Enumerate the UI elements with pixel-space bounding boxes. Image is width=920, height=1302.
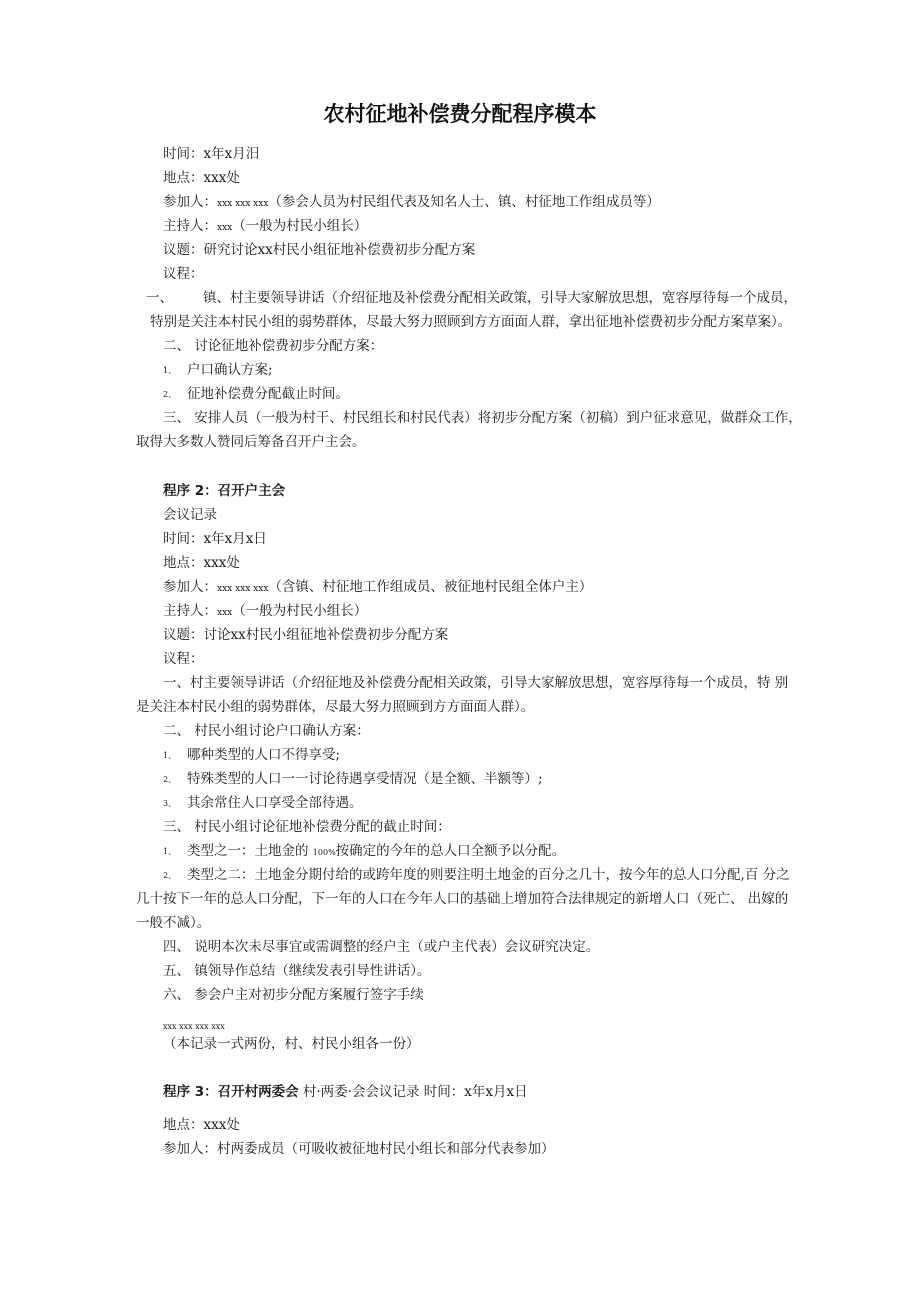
section-3-heading-bold: 程序 3：召开村两委会: [163, 1084, 299, 1100]
host-note: （一般为村民小组长）: [232, 218, 368, 234]
meeting-attendees: [163, 193, 660, 213]
host-name: xxx: [217, 608, 233, 618]
agenda-item-1-line2: 特别是关注本村民小组的弱势群体，尽最大努力照顾到方方面面人群，拿出征地补偿费初步分配方案草案）。: [150, 314, 792, 330]
agenda-item-2-2-number: 2、: [163, 390, 177, 399]
meeting-time: 时间：x年x月汨: [163, 146, 260, 162]
meeting-topic: 议题：研究讨论xx村民小组征地补偿费初步分配方案: [163, 242, 476, 258]
agenda-item-2-1-number: 1、: [163, 366, 177, 375]
meeting-attendees: [163, 578, 592, 598]
meeting-time: 时间：x年x月x日: [163, 531, 267, 547]
agenda-item-3-2-line2: 几十按下一年的总人口分配，下一年的人口在今年人口的基础上增加符合法律规定的新增人口（死亡、 出嫁的: [136, 891, 789, 907]
agenda-item-1-number: 一、: [146, 290, 173, 306]
item-3-1-percent: 100%: [312, 848, 336, 857]
signature-names: xxx xxx xxx xxx: [163, 1022, 225, 1031]
host-label: 主持人：: [163, 603, 217, 619]
agenda-item-2: 二、 村民小组讨论户口确认方案：: [163, 723, 370, 739]
agenda-item-5: 五、 镇领导作总结（继续发表引导性讲话）。: [163, 963, 431, 979]
item-3-1-text-a: 类型之一：土地金的: [187, 843, 309, 859]
agenda-item-1-line1: 一、村主要领导讲话（介绍征地及补偿费分配相关政策，引导大家解放思想，宽容厚待每一个成员，特 别: [163, 675, 789, 691]
document-title: 农村征地补偿费分配程序模本: [323, 102, 597, 126]
agenda-item-1-line1: 镇、村主要领导讲话（介绍征地及补偿费分配相关政策，引导大家解放思想，宽容厚待每一个成员，: [203, 290, 797, 306]
attendees-names: xxx xxx xxx: [217, 584, 269, 594]
agenda-item-3: 三、 村民小组讨论征地补偿费分配的截止时间：: [163, 819, 451, 835]
agenda-item-1-line2: 是关注本村民小组的弱势群体，尽最大努力照顾到方方面面人群）。: [136, 699, 535, 715]
agenda-item-2-2: 特殊类型的人口一一讨论待遇享受情况（是全额、半额等）;: [187, 771, 543, 787]
meeting-place: 地点：xxx处: [163, 1117, 240, 1133]
host-note: （一般为村民小组长）: [232, 603, 368, 619]
agenda-item-2-2: 征地补偿费分配截止时间。: [187, 386, 349, 402]
meeting-host: [163, 217, 367, 237]
attendees-note: （参会人员为村民组代表及知名人士、镇、村征地工作组成员等）: [268, 194, 660, 210]
meeting-topic: 议题：讨论xx村民小组征地补偿费初步分配方案: [163, 627, 449, 643]
attendees-note: （含镇、村征地工作组成员、被征地村民组全体户主）: [268, 579, 593, 595]
attendees-names: xxx xxx xxx: [217, 199, 269, 209]
section-2-heading: 程序 2：召开户主会: [163, 483, 286, 499]
meeting-record-label: 会议记录: [163, 507, 217, 523]
agenda-item-2-3-number: 3、: [163, 799, 177, 808]
agenda-item-3-2-number: 2、: [163, 871, 177, 880]
agenda-item-6: 六、 参会户主对初步分配方案履行签字手续: [163, 987, 424, 1003]
attendees-label: 参加人：: [163, 194, 217, 210]
agenda-item-2: 二、 讨论征地补偿费初步分配方案：: [163, 338, 384, 354]
agenda-item-2-2-number: 2、: [163, 775, 177, 784]
item-3-1-text-b: 按确定的今年的总人口全额予以分配。: [335, 843, 566, 859]
section-3-heading-rest: 村·两委·会会议记录 时间：x年x月x日: [302, 1084, 528, 1100]
agenda-item-2-1: 户口确认方案;: [187, 362, 273, 378]
agenda-item-3-line2: 取得大多数人赞同后筹备召开户主会。: [136, 434, 366, 450]
meeting-host: [163, 602, 367, 622]
agenda-item-2-3: 其余常住人口享受全部待遇。: [187, 795, 363, 811]
meeting-place: 地点：xxx处: [163, 555, 240, 571]
agenda-item-3-1-number: 1、: [163, 847, 177, 856]
agenda-item-2-1-number: 1、: [163, 751, 177, 760]
agenda-label: 议程：: [163, 651, 204, 667]
agenda-item-3-2-line1: 类型之二：土地金分期付给的或跨年度的则要注明土地金的百分之几十，按今年的总人口分配,百 分之: [187, 867, 790, 883]
host-label: 主持人：: [163, 218, 217, 234]
copies-note: （本记录一式两份，村、村民小组各一份）: [163, 1036, 420, 1052]
meeting-place: 地点：xxx处: [163, 170, 240, 186]
agenda-label: 议程：: [163, 266, 204, 282]
agenda-item-4: 四、 说明本次未尽事宜或需调整的经户主（或户主代表）会议研究决定。: [163, 939, 600, 955]
agenda-item-3-2-line3: 一般不减）。: [136, 915, 211, 931]
section-3-heading: [163, 1083, 528, 1101]
agenda-item-3-line1: 三、 安排人员（一般为村干、村民组长和村民代表）将初步分配方案（初稿）到户征求意见，做群众工作，: [163, 410, 802, 426]
meeting-attendees: 参加人：村两委成员（可吸收被征地村民小组长和部分代表参加）: [163, 1141, 555, 1157]
host-name: xxx: [217, 223, 233, 233]
attendees-label: 参加人：: [163, 579, 217, 595]
agenda-item-2-1: 哪种类型的人口不得享受;: [187, 747, 341, 763]
agenda-item-3-1: [187, 842, 565, 862]
